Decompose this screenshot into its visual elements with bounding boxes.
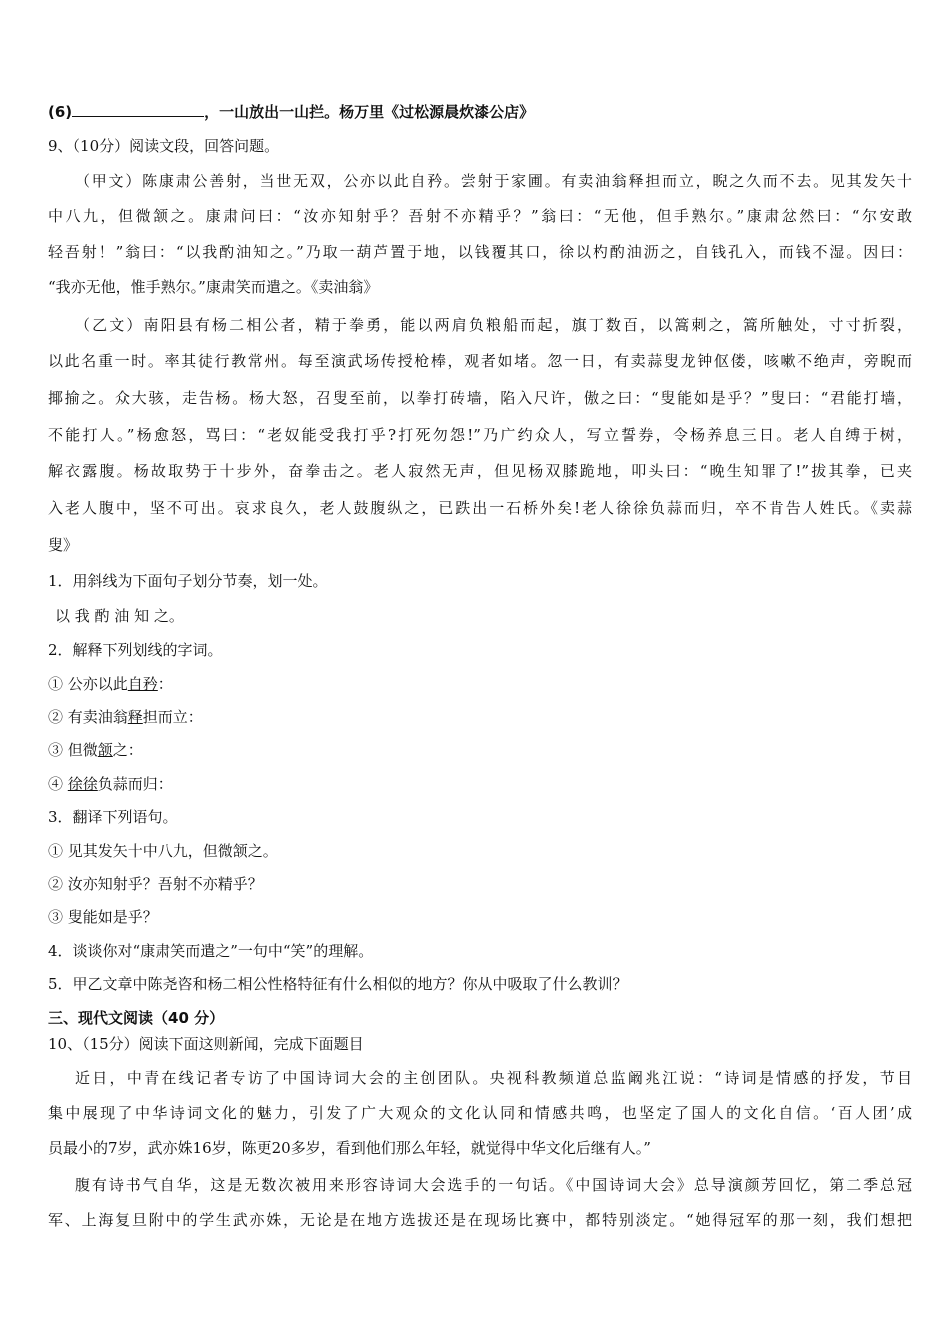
underlined-word: 自矜 <box>127 675 158 693</box>
subquestion-2: 2．解释下列划线的字词。 <box>48 641 223 659</box>
question-number: (6) <box>48 103 73 121</box>
jia-line: “我亦无他，惟手熟尔。”康肃笑而遣之。《卖油翁》 <box>48 278 379 296</box>
word-item <box>48 740 912 760</box>
item-text: ： <box>157 675 173 693</box>
item-text: ② 有卖油翁 <box>48 708 128 726</box>
question-10-title: 10、（15分）阅读下面这则新闻，完成下面题目 <box>48 1035 364 1053</box>
item-text: 之： <box>112 741 143 759</box>
news-line: 集中展现了中华诗词文化的魅力，引发了广大观众的文化认同和情感共鸣，也坚定了国人的文化自信。‘百人团’成 <box>48 1104 912 1122</box>
yi-line: 入老人腹中，坚不可出。哀求良久，老人鼓腹纵之，已跌出一石桥外矣!老人徐徐负蒜而归，卒不肯告人姓氏。《卖蒜 <box>48 499 912 517</box>
underlined-word: 颔 <box>97 741 113 759</box>
yi-line: 不能打人。”杨愈怒，骂曰：“老奴能受我打乎?打死勿怨!”乃广约众人，写立誓券，令杨养息三日。老人自缚于树， <box>48 426 912 444</box>
word-item <box>48 707 912 727</box>
subquestion-1: 1．用斜线为下面句子划分节奏，划一处。 <box>48 572 328 590</box>
subquestion-4: 4．谈谈你对“康肃笑而遣之”一句中“笑”的理解。 <box>48 942 374 960</box>
yi-line: （乙文）南阳县有杨二相公者，精于拳勇，能以两肩负粮船而起，旗丁数百，以篙刺之，篙所触处，寸寸折裂， <box>75 316 912 334</box>
item-text: 担而立： <box>142 708 203 726</box>
news-line: 军、上海复旦附中的学生武亦姝，无论是在地方选拔还是在现场比赛中，都特别淡定。“她得冠军的那一刻，我们想把 <box>48 1211 912 1229</box>
item-text: 负蒜而归： <box>97 775 173 793</box>
underlined-word: 释 <box>127 708 143 726</box>
jia-line: （甲文）陈康肃公善射，当世无双，公亦以此自矜。尝射于家圃。有卖油翁释担而立，睨之久而不去。见其发矢十 <box>75 172 912 190</box>
subquestion-3: 3．翻译下列语句。 <box>48 808 178 826</box>
yi-line: 揶揄之。众大骇，走告杨。杨大怒，召叟至前，以拳打砖墙，陷入尺许，傲之曰：“叟能如是乎？”叟曰：“君能打墙， <box>48 389 912 407</box>
word-item <box>48 674 912 694</box>
item-text: ③ 但微 <box>48 741 98 759</box>
answer-blank <box>72 102 204 117</box>
news-line: 近日，中青在线记者专访了中国诗词大会的主创团队。央视科教频道总监阚兆江说：“诗词是情感的抒发，节目 <box>75 1069 912 1087</box>
jia-line: 轻吾射！”翁曰：“以我酌油知之。”乃取一葫芦置于地，以钱覆其口，徐以杓酌油沥之，自钱孔入，而钱不湿。因曰： <box>48 243 912 261</box>
translate-item: ① 见其发矢十中八九，但微颔之。 <box>48 842 278 860</box>
news-line: 腹有诗书气自华，这是无数次被用来形容诗词大会选手的一句话。《中国诗词大会》总导演颜芳回忆，第二季总冠 <box>75 1176 912 1194</box>
question-6 <box>48 102 912 122</box>
news-line: 员最小的7岁，武亦姝16岁，陈更20多岁，看到他们那么年轻，就觉得中华文化后继有人。” <box>48 1139 651 1157</box>
question-text: ，一山放出一山拦。杨万里《过松源晨炊漆公店》 <box>204 103 535 121</box>
yi-line: 叟》 <box>48 536 79 554</box>
item-text: ① 公亦以此 <box>48 675 128 693</box>
question-9-title: 9、（10分）阅读文段，回答问题。 <box>48 137 280 155</box>
yi-line: 以此名重一时。率其徒行教常州。每至演武场传授枪棒，观者如堵。忽一日，有卖蒜叟龙钟伛偻，咳嗽不绝声，旁睨而 <box>48 352 912 370</box>
subquestion-5: 5．甲乙文章中陈尧咨和杨二相公性格特征有什么相似的地方？你从中吸取了什么教训？ <box>48 975 628 993</box>
rhythm-sentence: 以 我 酌 油 知 之。 <box>55 607 184 625</box>
yi-line: 解衣露腹。杨故取势于十步外，奋拳击之。老人寂然无声，但见杨双膝跪地，叩头曰：“晚生知罪了!”拔其拳，已夹 <box>48 462 912 480</box>
item-text: ④ <box>48 775 68 793</box>
jia-line: 中八九，但微颔之。康肃问曰：“汝亦知射乎？吾射不亦精乎？”翁曰：“无他，但手熟尔。”康肃忿然曰：“尔安敢 <box>48 207 912 225</box>
section-heading: 三、现代文阅读（40 分） <box>48 1009 225 1027</box>
word-item <box>48 774 912 794</box>
translate-item: ③ 叟能如是乎？ <box>48 908 158 926</box>
underlined-word: 徐徐 <box>67 775 98 793</box>
translate-item: ② 汝亦知射乎？吾射不亦精乎？ <box>48 875 263 893</box>
